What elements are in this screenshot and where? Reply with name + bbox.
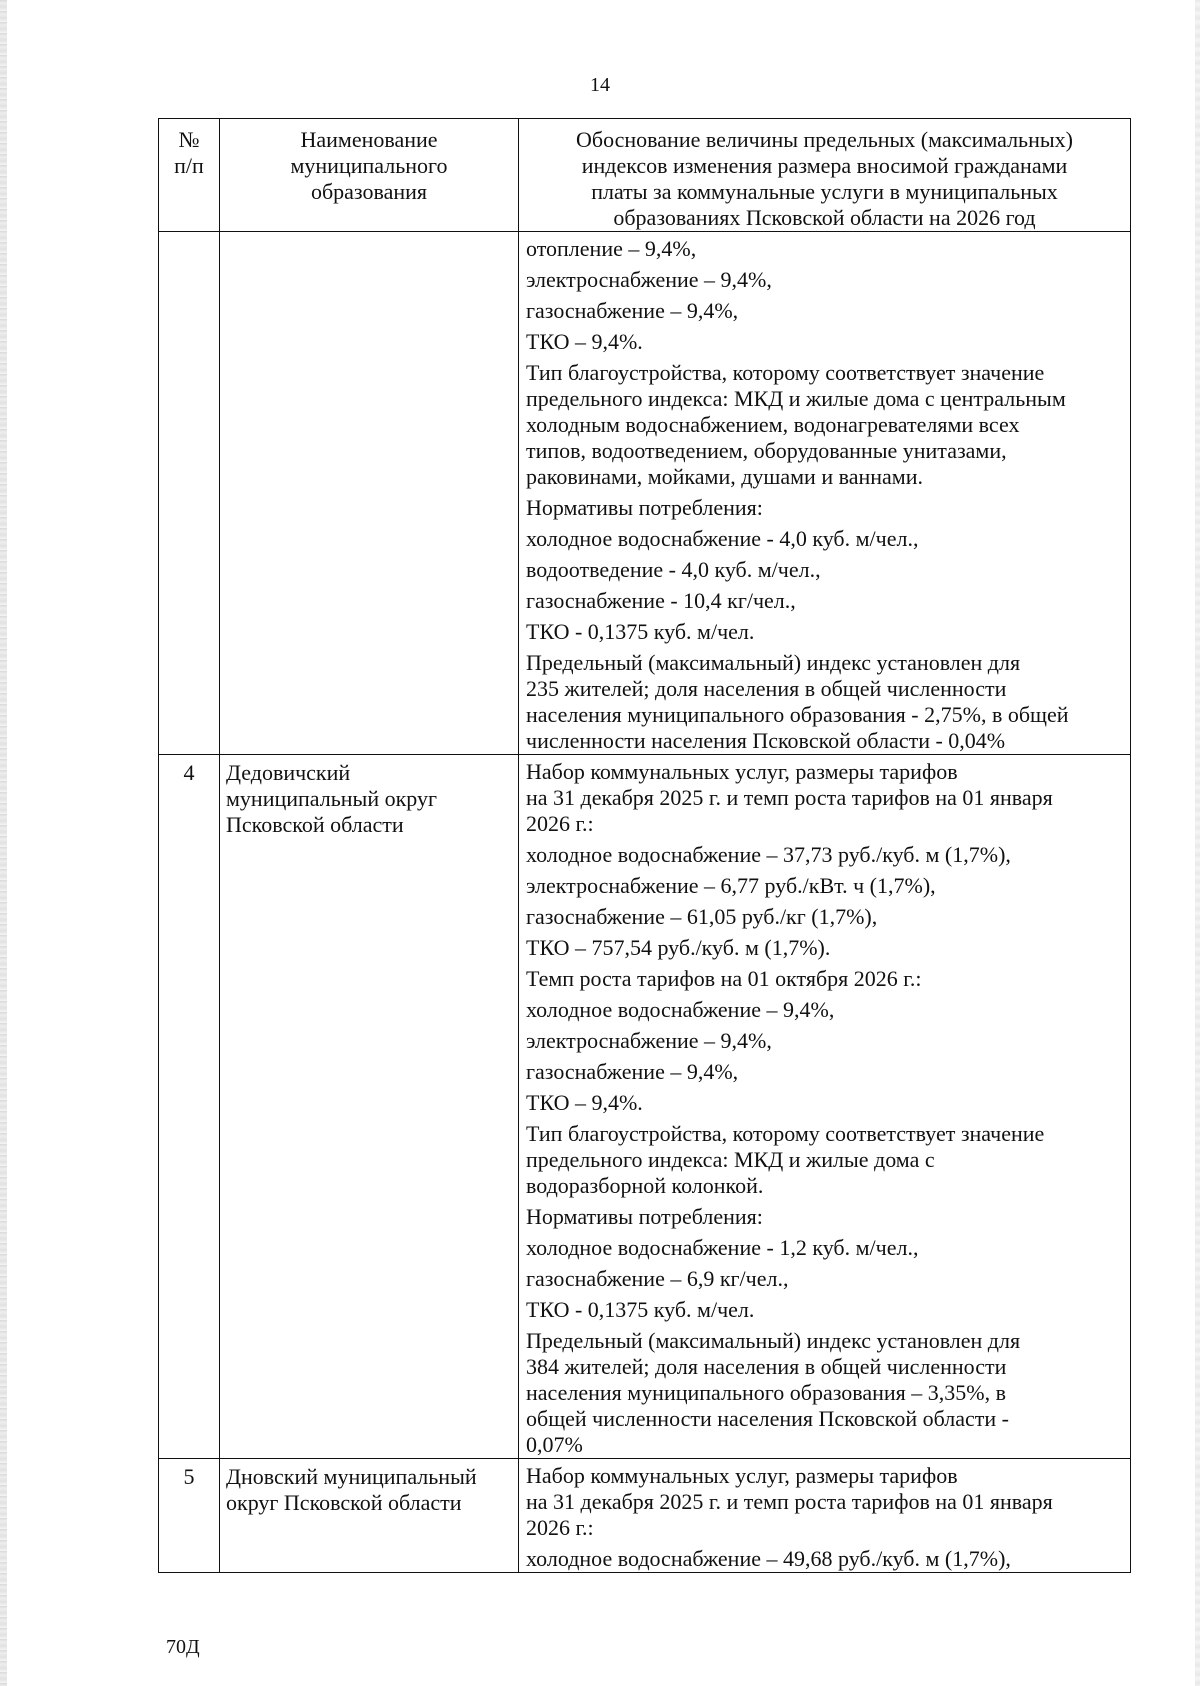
justification-paragraph: холодное водоснабжение – 9,4%, <box>526 997 835 1022</box>
justification-paragraph: холодное водоснабжение - 1,2 куб. м/чел., <box>526 1235 919 1260</box>
municipality-name <box>220 232 519 755</box>
justification-paragraph: Набор коммунальных услуг, размеры тарифов на 31 декабря 2025 г. и темп роста тарифов на 01 января 2026 г.: <box>526 759 1053 836</box>
row-number: 5 <box>159 1459 220 1573</box>
justification-paragraph: газоснабжение – 9,4%, <box>526 1059 739 1084</box>
justification-paragraph: Темп роста тарифов на 01 октября 2026 г.: <box>526 966 922 991</box>
scan-edge-right <box>1195 0 1200 1686</box>
justification-paragraph: Предельный (максимальный) индекс установлен для 235 жителей; доля населения в общей численности населения муниципального образования - 2,75%, в общей численности населения Псковской области - 0,04% <box>526 650 1069 753</box>
justification-paragraph: ТКО - 0,1375 куб. м/чел. <box>526 619 755 644</box>
page-number: 14 <box>590 74 610 96</box>
header-justification: Обоснование величины предельных (максимальных) индексов изменения размера вносимой гражданами платы за коммунальные услуги в муниципальных образованиях Псковской области на 2026 год <box>519 119 1131 232</box>
header-number: № п/п <box>159 119 220 232</box>
justification-paragraph: холодное водоснабжение - 4,0 куб. м/чел., <box>526 526 919 551</box>
justification-paragraph: газоснабжение – 9,4%, <box>526 298 739 323</box>
footer-code: 70Д <box>166 1636 200 1658</box>
justification-cell <box>519 755 1131 1459</box>
justification-paragraph: водоотведение - 4,0 куб. м/чел., <box>526 557 821 582</box>
municipality-name: Дедовичский муниципальный округ Псковской области <box>220 755 519 1459</box>
table-row <box>159 755 1131 1459</box>
justification-paragraph: Нормативы потребления: <box>526 1204 763 1229</box>
justification-paragraph: холодное водоснабжение – 49,68 руб./куб. м (1,7%), <box>526 1546 1011 1571</box>
justification-cell <box>519 232 1131 755</box>
justification-paragraph: ТКО - 0,1375 куб. м/чел. <box>526 1297 755 1322</box>
justification-paragraph: электроснабжение – 6,77 руб./кВт. ч (1,7%), <box>526 873 936 898</box>
justification-paragraph: ТКО – 757,54 руб./куб. м (1,7%). <box>526 935 831 960</box>
municipality-name: Дновский муниципальный округ Псковской области <box>220 1459 519 1573</box>
justification-paragraph: Набор коммунальных услуг, размеры тарифов на 31 декабря 2025 г. и темп роста тарифов на 01 января 2026 г.: <box>526 1463 1053 1540</box>
justification-paragraph: ТКО – 9,4%. <box>526 1090 643 1115</box>
justification-paragraph: газоснабжение – 61,05 руб./кг (1,7%), <box>526 904 878 929</box>
tariff-index-table <box>158 118 1131 1573</box>
justification-paragraph: отопление – 9,4%, <box>526 236 697 261</box>
justification-paragraph: Тип благоустройства, которому соответствует значение предельного индекса: МКД и жилые дома с водоразборной колонкой. <box>526 1121 1045 1198</box>
justification-paragraph: газоснабжение – 6,9 кг/чел., <box>526 1266 789 1291</box>
row-number: 4 <box>159 755 220 1459</box>
justification-paragraph: газоснабжение - 10,4 кг/чел., <box>526 588 796 613</box>
justification-cell <box>519 1459 1131 1573</box>
row-number <box>159 232 220 755</box>
table-row <box>159 232 1131 755</box>
justification-paragraph: Нормативы потребления: <box>526 495 763 520</box>
justification-paragraph: холодное водоснабжение – 37,73 руб./куб. м (1,7%), <box>526 842 1011 867</box>
justification-paragraph: ТКО – 9,4%. <box>526 329 643 354</box>
scan-edge-left <box>0 0 7 1686</box>
table-header-row <box>159 119 1131 232</box>
justification-paragraph: Тип благоустройства, которому соответствует значение предельного индекса: МКД и жилые дома с центральным холодным водоснабжением, водонагревателями всех типов, водоотведением, оборудованные унитазами, раковинами, мойками, душами и ваннами. <box>526 360 1066 489</box>
justification-paragraph: электроснабжение – 9,4%, <box>526 1028 772 1053</box>
table-row <box>159 1459 1131 1573</box>
justification-paragraph: Предельный (максимальный) индекс установлен для 384 жителей; доля населения в общей численности населения муниципального образования – 3,35%, в общей численности населения Псковской области - 0,07% <box>526 1328 1021 1457</box>
header-municipality: Наименование муниципального образования <box>220 119 519 232</box>
justification-paragraph: электроснабжение – 9,4%, <box>526 267 772 292</box>
